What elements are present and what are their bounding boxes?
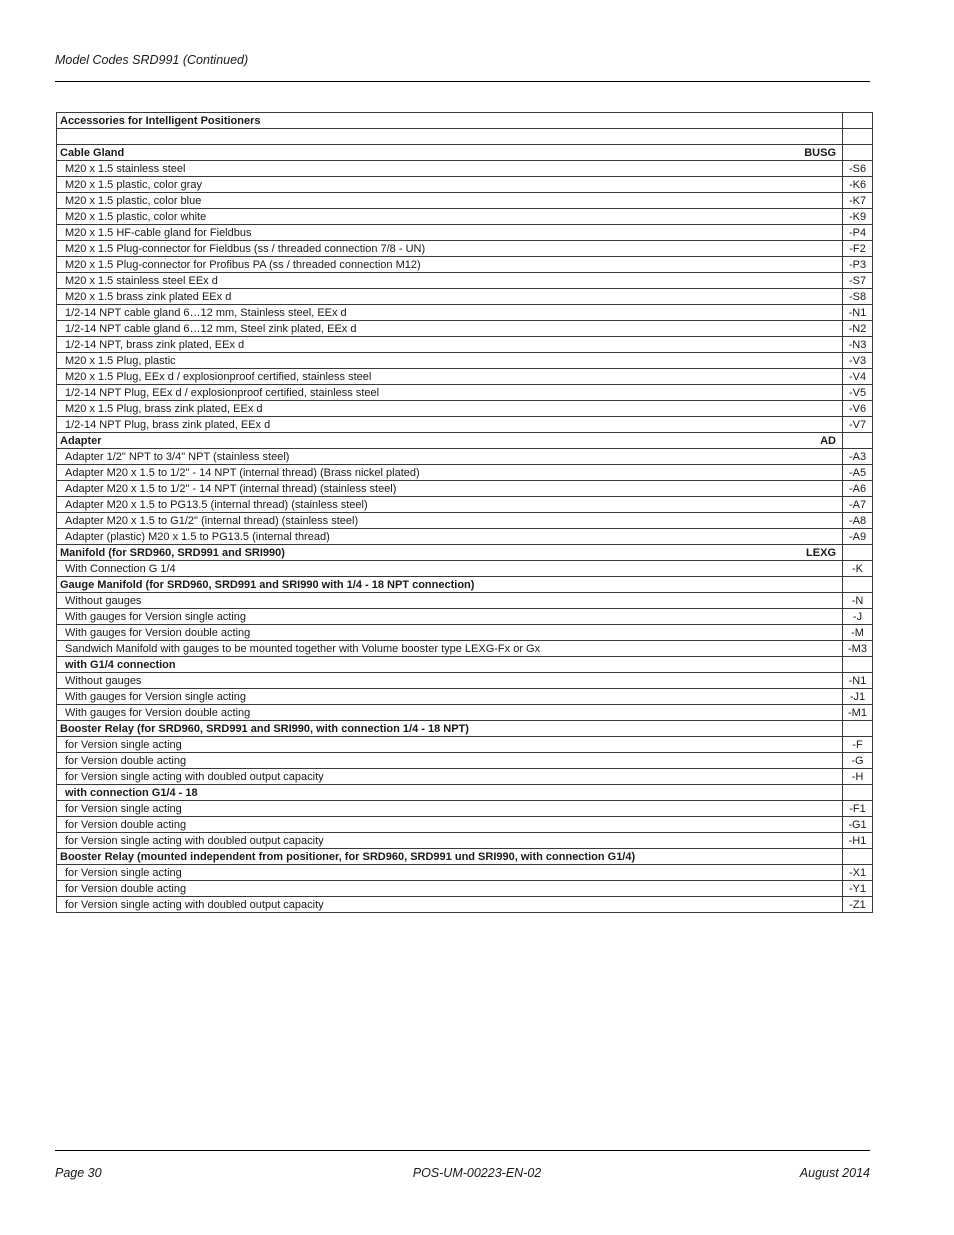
table-row: [57, 753, 873, 769]
table-row: [57, 449, 873, 465]
section-model-key: BUSG: [804, 146, 836, 159]
description-cell: with G1/4 connection: [57, 657, 843, 673]
table-row: [57, 641, 873, 657]
code-cell: -V6: [843, 401, 873, 417]
code-cell: -A3: [843, 449, 873, 465]
code-cell: -V7: [843, 417, 873, 433]
table-row: [57, 257, 873, 273]
page-number: Page 30: [55, 1166, 102, 1180]
code-cell: -S8: [843, 289, 873, 305]
description-cell: Booster Relay (mounted independent from positioner, for SRD960, SRD991 und SRI990, with connection G1/4): [57, 849, 843, 865]
description-cell: 1/2-14 NPT Plug, EEx d / explosionproof certified, stainless steel: [57, 385, 843, 401]
code-cell: -M3: [843, 641, 873, 657]
description-cell: Adapter 1/2" NPT to 3/4" NPT (stainless steel): [57, 449, 843, 465]
description-cell: Booster Relay (for SRD960, SRD991 and SRI990, with connection 1/4 - 18 NPT): [57, 721, 843, 737]
table-row: [57, 385, 873, 401]
code-cell: -N1: [843, 305, 873, 321]
table-row: [57, 673, 873, 689]
code-cell: [843, 657, 873, 673]
table-row: [57, 865, 873, 881]
description-cell: Without gauges: [57, 673, 843, 689]
table-row: [57, 209, 873, 225]
section-model-key: LEXG: [806, 546, 836, 559]
section-row: [57, 433, 873, 449]
table-row: [57, 481, 873, 497]
table-row: [57, 353, 873, 369]
code-cell: -G1: [843, 817, 873, 833]
code-cell: -A5: [843, 465, 873, 481]
description-cell: 1/2-14 NPT, brass zink plated, EEx d: [57, 337, 843, 353]
description-cell: Gauge Manifold (for SRD960, SRD991 and SRI990 with 1/4 - 18 NPT connection): [57, 577, 843, 593]
table-row: [57, 401, 873, 417]
subsection-row: [57, 785, 873, 801]
code-cell: -N3: [843, 337, 873, 353]
description-cell: [57, 145, 843, 161]
description-cell: [57, 545, 843, 561]
table-row: [57, 241, 873, 257]
document-id: POS-UM-00223-EN-02: [412, 1166, 542, 1180]
code-cell: [843, 721, 873, 737]
code-cell: -N1: [843, 673, 873, 689]
code-cell: [843, 129, 873, 145]
code-cell: -H: [843, 769, 873, 785]
description-cell: M20 x 1.5 HF-cable gland for Fieldbus: [57, 225, 843, 241]
description-cell: Adapter M20 x 1.5 to 1/2" - 14 NPT (internal thread) (Brass nickel plated): [57, 465, 843, 481]
description-cell: M20 x 1.5 Plug-connector for Profibus PA (ss / threaded connection M12): [57, 257, 843, 273]
table-row: [57, 289, 873, 305]
code-cell: -S7: [843, 273, 873, 289]
code-cell: -Y1: [843, 881, 873, 897]
table-row: [57, 593, 873, 609]
code-cell: -Z1: [843, 897, 873, 913]
blank-row: [57, 129, 873, 145]
code-cell: -J1: [843, 689, 873, 705]
code-cell: -V3: [843, 353, 873, 369]
description-cell: Accessories for Intelligent Positioners: [57, 113, 843, 129]
code-cell: -S6: [843, 161, 873, 177]
code-cell: -J: [843, 609, 873, 625]
code-cell: -X1: [843, 865, 873, 881]
code-cell: -V4: [843, 369, 873, 385]
model-code-table: [56, 112, 873, 913]
description-cell: With gauges for Version double acting: [57, 625, 843, 641]
description-cell: [57, 129, 843, 145]
code-cell: -F1: [843, 801, 873, 817]
description-cell: Sandwich Manifold with gauges to be mounted together with Volume booster type LEXG-Fx or Gx: [57, 641, 843, 657]
code-cell: -F2: [843, 241, 873, 257]
code-cell: -M1: [843, 705, 873, 721]
code-cell: -F: [843, 737, 873, 753]
description-cell: for Version single acting: [57, 865, 843, 881]
code-cell: -A9: [843, 529, 873, 545]
code-cell: -P3: [843, 257, 873, 273]
description-cell: With Connection G 1/4: [57, 561, 843, 577]
description-cell: M20 x 1.5 Plug, brass zink plated, EEx d: [57, 401, 843, 417]
running-header: Model Codes SRD991 (Continued): [55, 53, 249, 67]
table-row: [57, 769, 873, 785]
table-row: [57, 817, 873, 833]
code-cell: -M: [843, 625, 873, 641]
code-cell: -K6: [843, 177, 873, 193]
description-cell: M20 x 1.5 brass zink plated EEx d: [57, 289, 843, 305]
code-cell: -H1: [843, 833, 873, 849]
description-cell: for Version double acting: [57, 881, 843, 897]
description-cell: M20 x 1.5 Plug-connector for Fieldbus (ss / threaded connection 7/8 - UN): [57, 241, 843, 257]
table-row: [57, 737, 873, 753]
table-row: [57, 225, 873, 241]
section-title: Cable Gland: [60, 146, 125, 159]
code-cell: -V5: [843, 385, 873, 401]
publication-date: August 2014: [799, 1166, 870, 1180]
table-row: [57, 305, 873, 321]
table-row: [57, 529, 873, 545]
table-row: [57, 337, 873, 353]
code-cell: [843, 577, 873, 593]
section-row: [57, 577, 873, 593]
header-rule: [55, 81, 870, 82]
description-cell: for Version single acting: [57, 737, 843, 753]
table-row: [57, 417, 873, 433]
description-cell: Adapter M20 x 1.5 to PG13.5 (internal thread) (stainless steel): [57, 497, 843, 513]
description-cell: for Version single acting with doubled output capacity: [57, 833, 843, 849]
code-cell: -G: [843, 753, 873, 769]
section-row: [57, 113, 873, 129]
code-cell: -N: [843, 593, 873, 609]
table-row: [57, 881, 873, 897]
description-cell: M20 x 1.5 Plug, EEx d / explosionproof certified, stainless steel: [57, 369, 843, 385]
table-row: [57, 193, 873, 209]
section-row: [57, 145, 873, 161]
description-cell: 1/2-14 NPT cable gland 6…12 mm, Stainless steel, EEx d: [57, 305, 843, 321]
description-cell: 1/2-14 NPT Plug, brass zink plated, EEx d: [57, 417, 843, 433]
model-code-table-body: [57, 113, 873, 913]
table-row: [57, 801, 873, 817]
table-row: [57, 177, 873, 193]
description-cell: With gauges for Version single acting: [57, 689, 843, 705]
section-row: [57, 721, 873, 737]
code-cell: -K: [843, 561, 873, 577]
table-row: [57, 321, 873, 337]
description-cell: Without gauges: [57, 593, 843, 609]
description-cell: for Version single acting with doubled output capacity: [57, 769, 843, 785]
table-row: [57, 497, 873, 513]
description-cell: M20 x 1.5 plastic, color blue: [57, 193, 843, 209]
section-row: [57, 849, 873, 865]
description-cell: M20 x 1.5 Plug, plastic: [57, 353, 843, 369]
code-cell: [843, 785, 873, 801]
section-title: Adapter: [60, 434, 102, 447]
table-row: [57, 465, 873, 481]
code-cell: -N2: [843, 321, 873, 337]
code-cell: [843, 433, 873, 449]
description-cell: with connection G1/4 - 18: [57, 785, 843, 801]
section-title: Manifold (for SRD960, SRD991 and SRI990): [60, 546, 285, 559]
code-cell: -K7: [843, 193, 873, 209]
description-cell: M20 x 1.5 plastic, color gray: [57, 177, 843, 193]
description-cell: With gauges for Version single acting: [57, 609, 843, 625]
description-cell: for Version single acting with doubled output capacity: [57, 897, 843, 913]
table-row: [57, 705, 873, 721]
description-cell: for Version double acting: [57, 817, 843, 833]
table-row: [57, 609, 873, 625]
table-row: [57, 625, 873, 641]
code-cell: -A6: [843, 481, 873, 497]
table-row: [57, 561, 873, 577]
description-cell: M20 x 1.5 stainless steel EEx d: [57, 273, 843, 289]
table-row: [57, 273, 873, 289]
description-cell: Adapter (plastic) M20 x 1.5 to PG13.5 (internal thread): [57, 529, 843, 545]
description-cell: for Version single acting: [57, 801, 843, 817]
table-row: [57, 161, 873, 177]
description-cell: 1/2-14 NPT cable gland 6…12 mm, Steel zink plated, EEx d: [57, 321, 843, 337]
description-cell: With gauges for Version double acting: [57, 705, 843, 721]
table-row: [57, 369, 873, 385]
table-row: [57, 833, 873, 849]
code-cell: -P4: [843, 225, 873, 241]
description-cell: M20 x 1.5 plastic, color white: [57, 209, 843, 225]
code-cell: [843, 849, 873, 865]
code-cell: [843, 113, 873, 129]
code-cell: -A7: [843, 497, 873, 513]
code-cell: -K9: [843, 209, 873, 225]
description-cell: Adapter M20 x 1.5 to G1/2" (internal thread) (stainless steel): [57, 513, 843, 529]
section-model-key: AD: [820, 434, 836, 447]
table-row: [57, 689, 873, 705]
section-row: [57, 545, 873, 561]
code-cell: [843, 545, 873, 561]
code-cell: -A8: [843, 513, 873, 529]
subsection-row: [57, 657, 873, 673]
code-cell: [843, 145, 873, 161]
description-cell: for Version double acting: [57, 753, 843, 769]
description-cell: [57, 433, 843, 449]
table-row: [57, 897, 873, 913]
description-cell: M20 x 1.5 stainless steel: [57, 161, 843, 177]
description-cell: Adapter M20 x 1.5 to 1/2" - 14 NPT (internal thread) (stainless steel): [57, 481, 843, 497]
footer-rule: [55, 1150, 870, 1151]
table-row: [57, 513, 873, 529]
